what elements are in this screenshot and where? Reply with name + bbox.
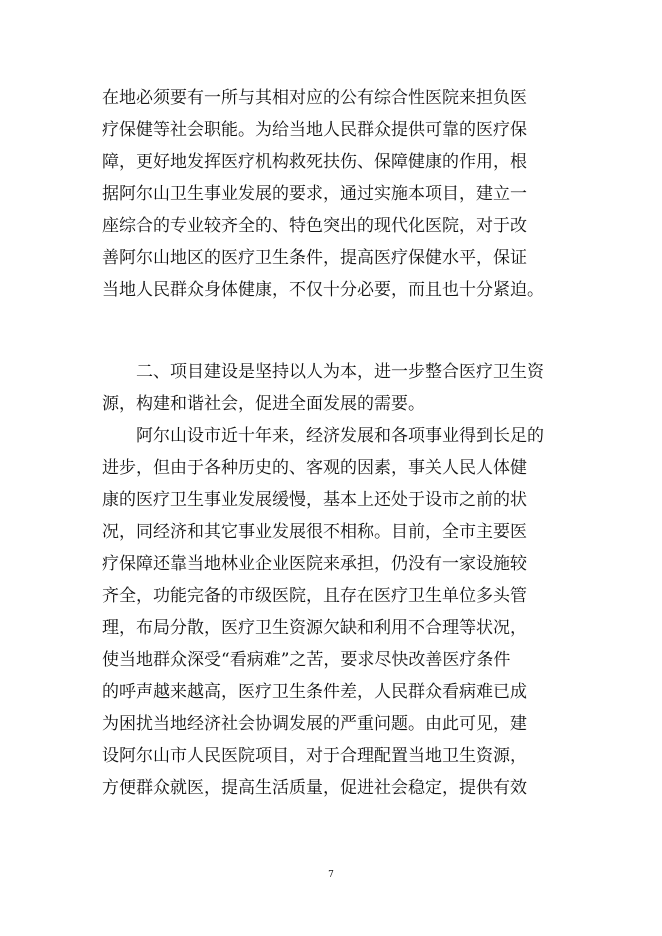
text-line-16: 理，布局分散，医疗卫生资源欠缺和利用不合理等状况， <box>102 618 527 638</box>
text-line-14: 疗保障还靠当地林业企业医院来承担，仍没有一家设施较 <box>102 554 527 574</box>
text-line-3: 障，更好地发挥医疗机构救死扶伤、保障健康的作用，根 <box>102 152 527 172</box>
text-line-12: 康的医疗卫生事业发展缓慢，基本上还处于设市之前的状 <box>102 490 527 510</box>
section-heading-line-1: 二、项目建设是坚持以人为本，进一步整合医疗卫生资 <box>102 362 544 382</box>
text-line-5: 座综合的专业较齐全的、特色突出的现代化医院，对于改 <box>102 216 527 236</box>
text-line-17: 使当地群众深受“看病难”之苦，要求尽快改善医疗条件 <box>102 650 511 670</box>
text-line-2: 疗保健等社会职能。为给当地人民群众提供可靠的医疗保 <box>102 120 527 140</box>
text-line-15: 齐全，功能完备的市级医院，且存在医疗卫生单位多头管 <box>102 586 527 606</box>
text-line-1: 在地必须要有一所与其相对应的公有综合性医院来担负医 <box>102 88 527 108</box>
text-line-18: 的呼声越来越高，医疗卫生条件差，人民群众看病难已成 <box>102 682 527 702</box>
text-line-4: 据阿尔山卫生事业发展的要求，通过实施本项目，建立一 <box>102 184 527 204</box>
text-line-7: 当地人民群众身体健康，不仅十分必要，而且也十分紧迫。 <box>102 280 544 300</box>
text-line-13: 况，同经济和其它事业发展很不相称。目前，全市主要医 <box>102 522 527 542</box>
text-line-21: 方便群众就医，提高生活质量，促进社会稳定，提供有效 <box>102 778 527 798</box>
text-line-20: 设阿尔山市人民医院项目，对于合理配置当地卫生资源， <box>102 746 527 766</box>
text-line-10: 阿尔山设市近十年来，经济发展和各项事业得到长足的 <box>102 426 544 446</box>
section-heading-line-2: 源，构建和谐社会，促进全面发展的需要。 <box>102 394 425 414</box>
text-line-19: 为困扰当地经济社会协调发展的严重问题。由此可见，建 <box>102 714 527 734</box>
page-number: 7 <box>328 870 334 880</box>
text-line-11: 进步，但由于各种历史的、客观的因素，事关人民人体健 <box>102 458 527 478</box>
text-line-6: 善阿尔山地区的医疗卫生条件，提高医疗保健水平，保证 <box>102 248 527 268</box>
